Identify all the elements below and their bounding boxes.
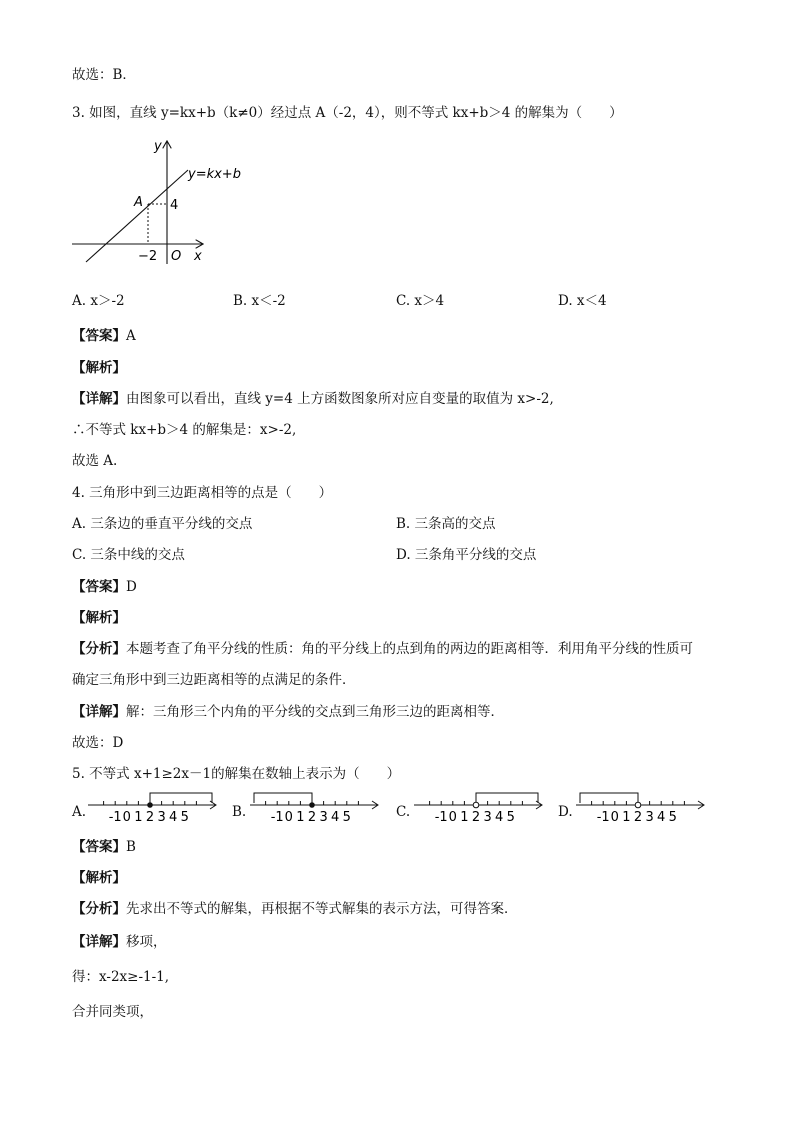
q5-stem: 5. 不等式 x+1≥2x－1的解集在数轴上表示为（ ）	[72, 766, 401, 782]
fenxi-tag: 【分析】	[72, 901, 126, 917]
tick-label: 3	[645, 810, 654, 825]
tick-label: 1	[134, 810, 143, 825]
q5-option-c-letter: C.	[396, 804, 411, 820]
tick-label: 3	[483, 810, 492, 825]
y-axis-label: y	[154, 139, 162, 154]
line-label: y=kx+b	[188, 167, 241, 182]
endpoint-hollow	[635, 802, 641, 808]
answer-value: B	[126, 839, 136, 855]
solution-bracket	[476, 793, 538, 803]
solution-bracket	[254, 793, 312, 803]
q5-number-line-b	[250, 790, 380, 826]
q5-step2: 合并同类项，	[72, 1004, 153, 1020]
q5-option-d-letter: D.	[558, 804, 573, 820]
tick-label: 2	[307, 810, 317, 825]
q5-number-line-a	[88, 790, 218, 826]
y-value-label: 4	[170, 198, 179, 213]
answer-tag: 【答案】	[72, 579, 126, 595]
detail-text: 由图象可以看出，直线 y=4 上方函数图象所对应自变量的取值为 x>-2,	[126, 391, 554, 407]
answer-value: D	[126, 579, 137, 595]
tick-label: 3	[157, 810, 166, 825]
q5-detail	[72, 933, 167, 951]
tick-label: 4	[331, 810, 340, 825]
solution-bracket	[580, 793, 638, 803]
q3-option-c: C. x＞4	[396, 293, 445, 309]
q4-final: 故选：D	[72, 735, 124, 751]
tick-label: 0	[284, 810, 293, 825]
q4-stem: 4. 三角形中到三边距离相等的点是（ ）	[72, 485, 333, 501]
tick-label: 4	[495, 810, 504, 825]
q5-analysis-tag: 【解析】	[72, 870, 126, 886]
tick-label: 4	[657, 810, 666, 825]
tick-label: 2	[471, 810, 481, 825]
detail-text: 解：三角形三个内角的平分线的交点到三角形三边的距离相等．	[126, 704, 504, 720]
solution-bracket	[150, 793, 212, 803]
q3-conclusion: ∴不等式 kx+b＞4 的解集是：x>-2,	[72, 422, 297, 438]
x-axis-label: x	[194, 249, 202, 264]
q4-fenxi-line2: 确定三角形中到三边距离相等的点满足的条件．	[72, 672, 356, 688]
tick-label: -1	[270, 810, 284, 825]
tick-label: 2	[145, 810, 155, 825]
fenxi-text: 本题考查了角平分线的性质：角的平分线上的点到角的两边的距离相等．利用角平分线的性质可	[126, 641, 693, 657]
q3-linear-function-graph	[70, 136, 245, 268]
detail-tag: 【详解】	[72, 934, 126, 950]
tick-label: 5	[180, 810, 189, 825]
tick-label: 1	[622, 810, 631, 825]
tick-label: 5	[668, 810, 677, 825]
tick-label: 4	[169, 810, 178, 825]
tick-label: 1	[460, 810, 469, 825]
q5-step1: 得：x-2x≥-1-1,	[72, 969, 170, 985]
tick-label: 0	[610, 810, 619, 825]
tick-label: 5	[506, 810, 515, 825]
q3-detail	[72, 390, 554, 408]
q3-option-b: B. x＜-2	[233, 293, 286, 309]
q2-final-answer: 故选：B．	[72, 67, 136, 83]
q4-option-c: C. 三条中线的交点	[72, 547, 185, 563]
fenxi-text: 先求出不等式的解集，再根据不等式解集的表示方法，可得答案．	[126, 901, 518, 917]
detail-tag: 【详解】	[72, 704, 126, 720]
q5-option-b-letter: B.	[232, 804, 247, 820]
tick-label: 0	[122, 810, 131, 825]
answer-tag: 【答案】	[72, 328, 126, 344]
tick-label: 0	[448, 810, 457, 825]
endpoint-solid	[309, 802, 315, 808]
tick-label: 1	[296, 810, 305, 825]
q3-final: 故选 A.	[72, 453, 118, 469]
endpoint-solid	[147, 802, 153, 808]
detail-text: 移项，	[126, 934, 167, 950]
tick-label: 5	[342, 810, 351, 825]
q4-detail	[72, 703, 504, 721]
origin-label: O	[171, 249, 182, 264]
q5-fenxi	[72, 900, 518, 918]
q3-option-a: A. x＞-2	[72, 293, 125, 309]
q3-answer	[72, 327, 136, 345]
fenxi-tag: 【分析】	[72, 641, 126, 657]
q5-number-line-d	[576, 790, 706, 826]
answer-value: A	[126, 328, 136, 344]
q4-option-b: B. 三条高的交点	[396, 516, 496, 532]
endpoint-hollow	[473, 802, 479, 808]
q4-answer	[72, 578, 137, 596]
q4-option-d: D. 三条角平分线的交点	[396, 547, 537, 563]
q3-stem: 3. 如图，直线 y=kx+b（k≠0）经过点 A（-2，4），则不等式 kx+b＞4 的解集为（ ）	[72, 105, 623, 121]
q5-number-line-c	[414, 790, 544, 826]
tick-label: 2	[633, 810, 643, 825]
q4-fenxi-line1	[72, 640, 693, 658]
q3-option-d: D. x＜4	[558, 293, 607, 309]
tick-label: 3	[319, 810, 328, 825]
point-a-label: A	[134, 195, 143, 210]
detail-tag: 【详解】	[72, 391, 126, 407]
answer-tag: 【答案】	[72, 839, 126, 855]
x-value-label: −2	[138, 249, 158, 264]
q4-option-a: A. 三条边的垂直平分线的交点	[72, 516, 253, 532]
tick-label: -1	[596, 810, 610, 825]
q5-answer	[72, 838, 136, 856]
tick-label: -1	[434, 810, 448, 825]
q3-analysis-tag: 【解析】	[72, 360, 126, 376]
q4-analysis-tag: 【解析】	[72, 610, 126, 626]
q5-option-a-letter: A.	[72, 804, 87, 820]
tick-label: -1	[108, 810, 122, 825]
